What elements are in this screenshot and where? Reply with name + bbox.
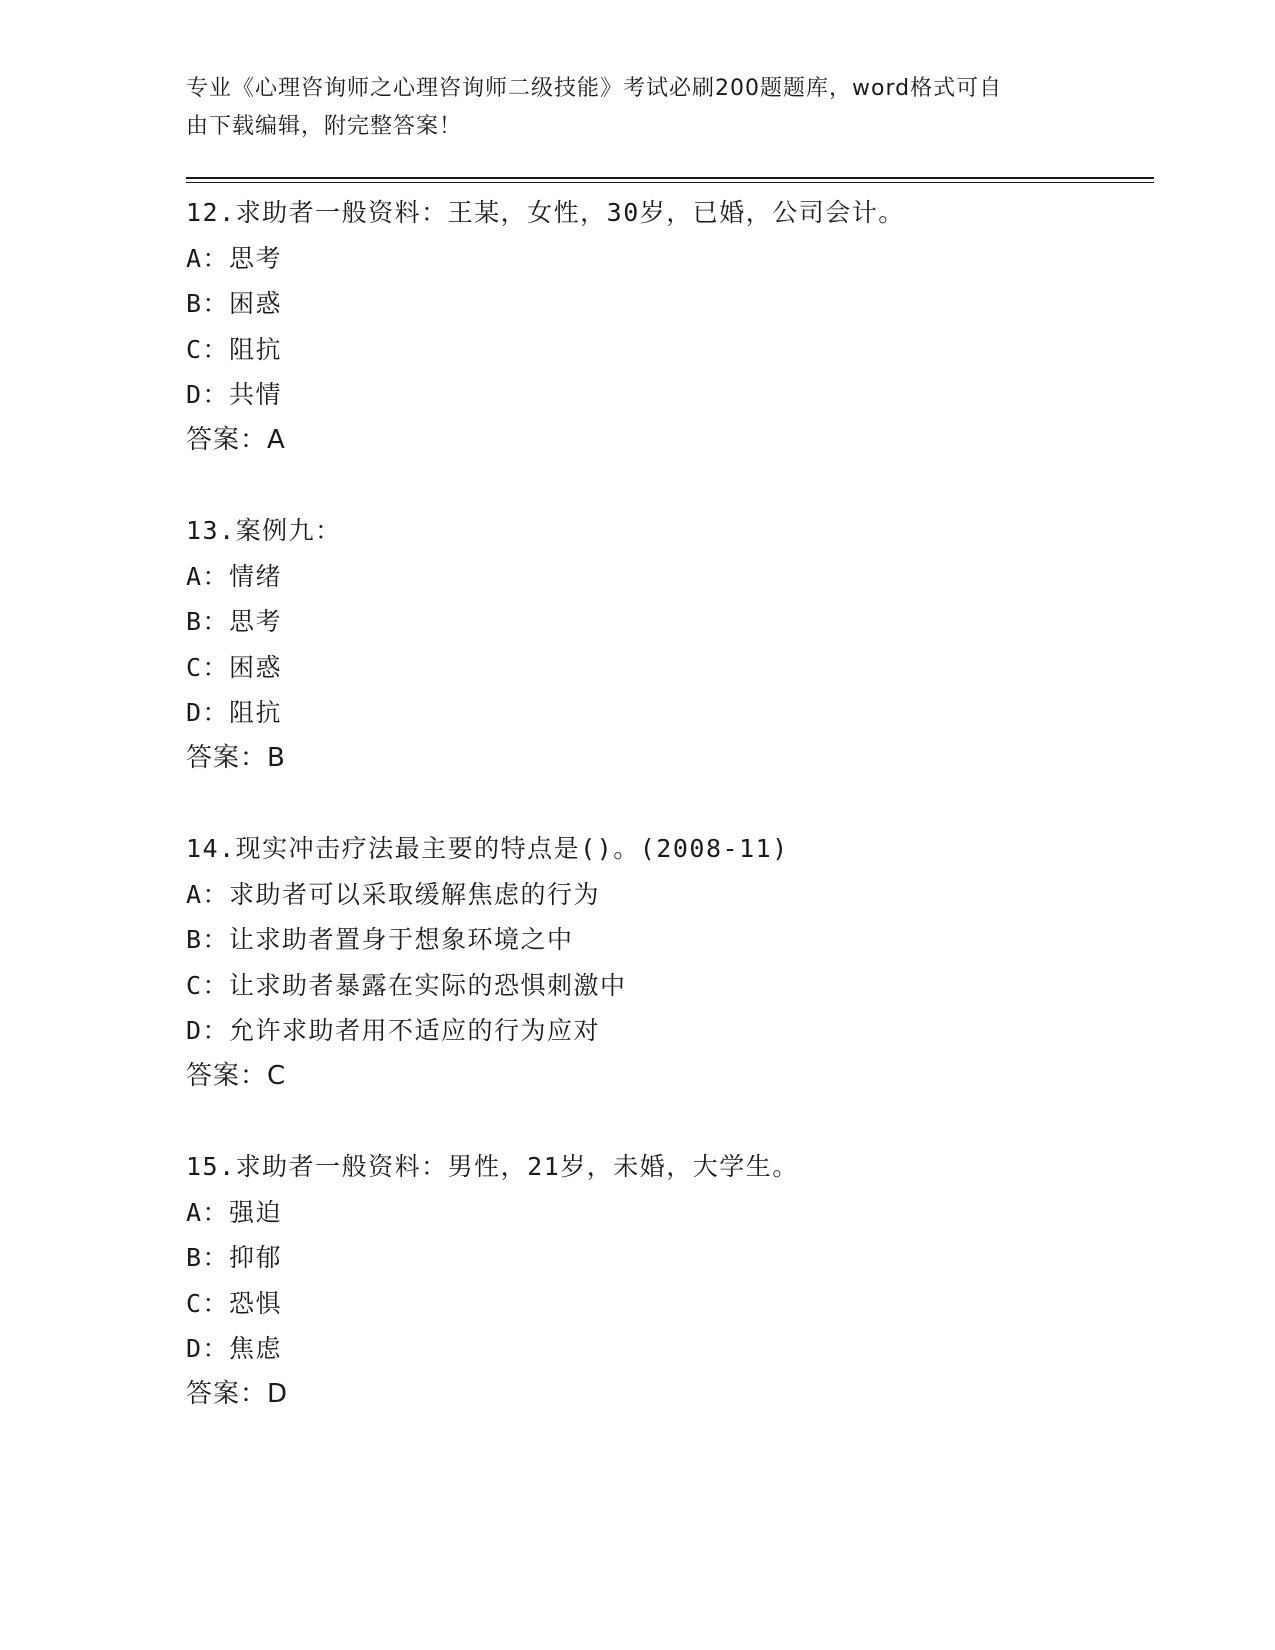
option-c: C：阻抗: [186, 334, 283, 364]
header-line-1: 专业《心理咨询师之心理咨询师二级技能》考试必刷200题题库，word格式可自: [186, 76, 1003, 101]
option-a: A：求助者可以采取缓解焦虑的行为: [186, 879, 601, 909]
question-stem: 13.案例九：: [186, 516, 342, 545]
option-b: B：思考: [186, 607, 283, 636]
question-stem: 12.求助者一般资料：王某，女性，30岁，已婚，公司会计。: [186, 198, 905, 227]
document-header: [186, 70, 1066, 146]
option-d: D：焦虑: [186, 1334, 283, 1363]
option-c: C：恐惧: [186, 1288, 283, 1318]
option-b: B：让求助者置身于想象环境之中: [186, 925, 574, 954]
option-a: A：思考: [186, 243, 283, 273]
answer-line: 答案：C: [186, 1060, 287, 1091]
option-d: D：阻抗: [186, 698, 283, 727]
option-a: A：情绪: [186, 561, 283, 591]
question-stem: 14.现实冲击疗法最主要的特点是()。(2008-11): [186, 834, 789, 863]
question-14: [186, 826, 1146, 1099]
question-13: [186, 508, 1146, 781]
option-c: C：让求助者暴露在实际的恐惧刺激中: [186, 970, 627, 1000]
answer-line: 答案：B: [186, 742, 286, 773]
option-b: B：困惑: [186, 289, 283, 318]
option-b: B：抑郁: [186, 1243, 283, 1272]
question-12: [186, 190, 1146, 463]
option-c: C：困惑: [186, 652, 283, 682]
option-a: A：强迫: [186, 1197, 283, 1227]
option-d: D：共情: [186, 380, 283, 409]
header-divider-thick: [186, 177, 1154, 179]
question-stem: 15.求助者一般资料：男性，21岁，未婚，大学生。: [186, 1152, 799, 1181]
option-d: D：允许求助者用不适应的行为应对: [186, 1016, 601, 1045]
answer-line: 答案：D: [186, 1378, 289, 1409]
answer-line: 答案：A: [186, 424, 286, 455]
header-divider-thin: [186, 182, 1154, 183]
question-15: [186, 1144, 1146, 1417]
question-list: [186, 190, 1146, 1462]
header-line-2: 由下载编辑，附完整答案！: [186, 114, 463, 139]
